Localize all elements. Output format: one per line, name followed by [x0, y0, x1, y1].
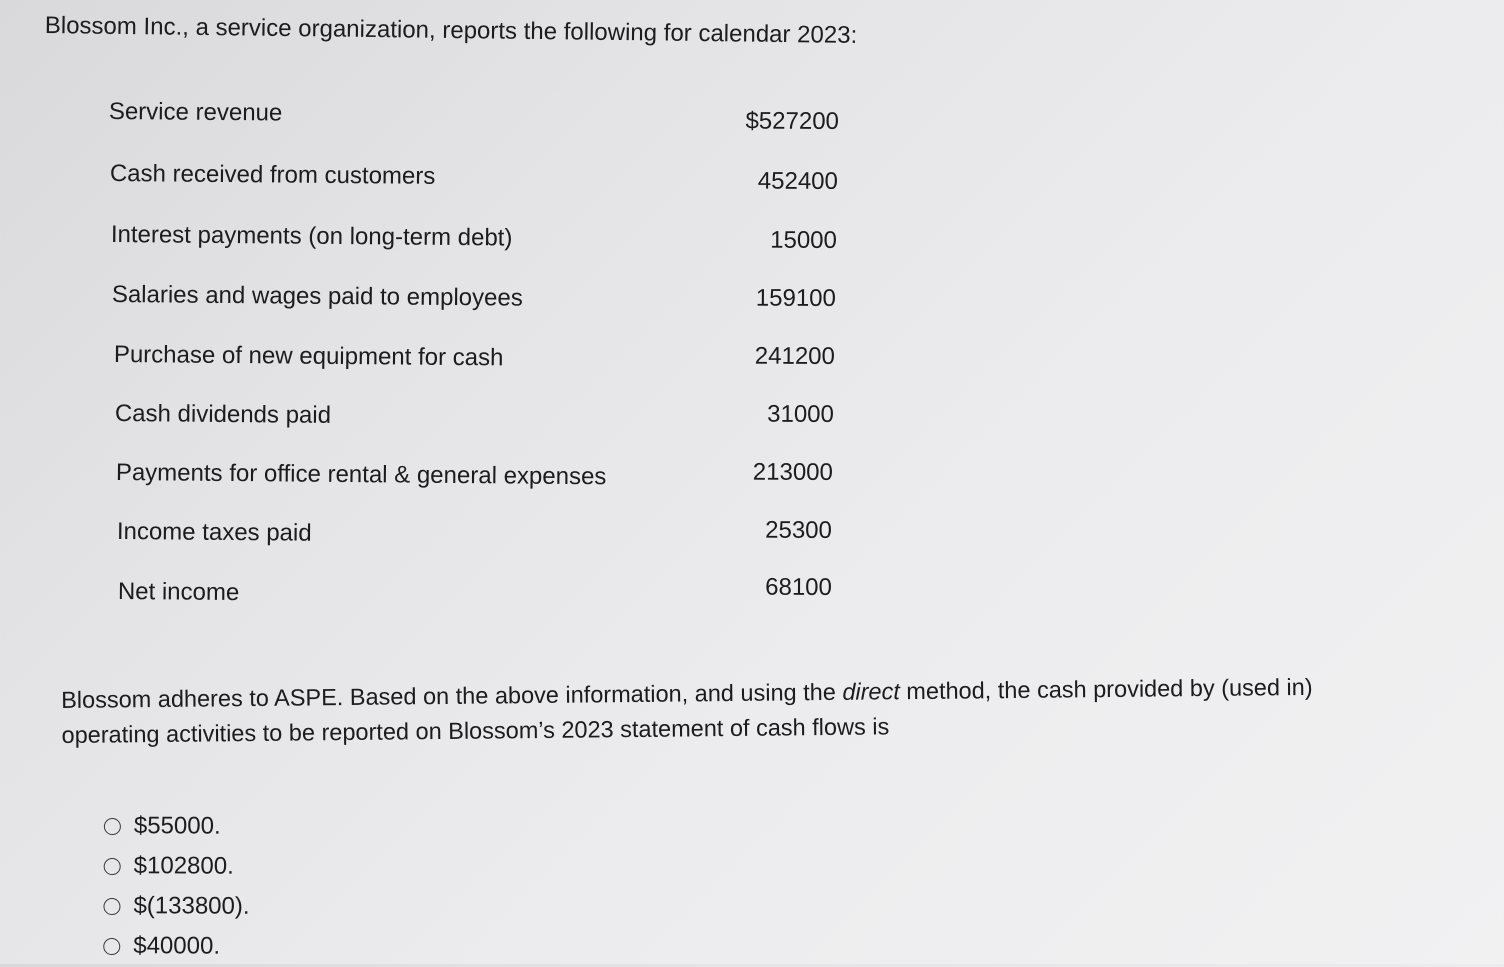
question-emphasis: direct	[842, 678, 900, 705]
row-value: 452400	[757, 167, 838, 195]
row-value: 68100	[765, 573, 832, 601]
row-value: 159100	[755, 284, 836, 312]
row-label: Service revenue	[108, 98, 283, 127]
row-label: Net income	[117, 578, 240, 607]
row-label: Payments for office rental & general expenses	[115, 459, 607, 491]
answer-option[interactable]	[103, 886, 249, 927]
answer-option[interactable]	[104, 806, 250, 847]
row-label: Cash received from customers	[109, 160, 436, 190]
option-label: $102800.	[133, 852, 234, 880]
answer-option[interactable]	[103, 926, 249, 967]
row-value: 213000	[752, 458, 833, 486]
answer-option[interactable]	[104, 846, 250, 887]
row-label: Purchase of new equipment for cash	[113, 341, 504, 372]
row-value: 15000	[770, 226, 837, 254]
row-label: Salaries and wages paid to employees	[111, 281, 523, 312]
row-value: 241200	[754, 342, 835, 370]
option-label: $40000.	[133, 932, 221, 960]
option-label: $55000.	[133, 812, 221, 840]
answer-options	[103, 806, 250, 967]
question-part2: method, the cash provided by (used in) operating activities to be reported on Blossom’s 2023 statement of cash flows is	[61, 673, 1313, 748]
question-text	[61, 669, 1402, 753]
intro-text: Blossom Inc., a service organization, reports the following for calendar 2023:	[44, 12, 858, 49]
radio-icon[interactable]	[103, 937, 120, 954]
row-label: Cash dividends paid	[114, 400, 332, 429]
row-value: 25300	[765, 516, 832, 544]
row-value: 31000	[767, 400, 834, 428]
option-label: $(133800).	[133, 892, 250, 920]
row-value: $527200	[745, 107, 839, 135]
radio-icon[interactable]	[104, 857, 121, 874]
row-label: Income taxes paid	[116, 518, 312, 547]
question-part1: Blossom adheres to ASPE. Based on the above information, and using the	[61, 678, 843, 713]
radio-icon[interactable]	[103, 897, 120, 914]
row-label: Interest payments (on long-term debt)	[110, 221, 513, 252]
radio-icon[interactable]	[104, 817, 121, 834]
